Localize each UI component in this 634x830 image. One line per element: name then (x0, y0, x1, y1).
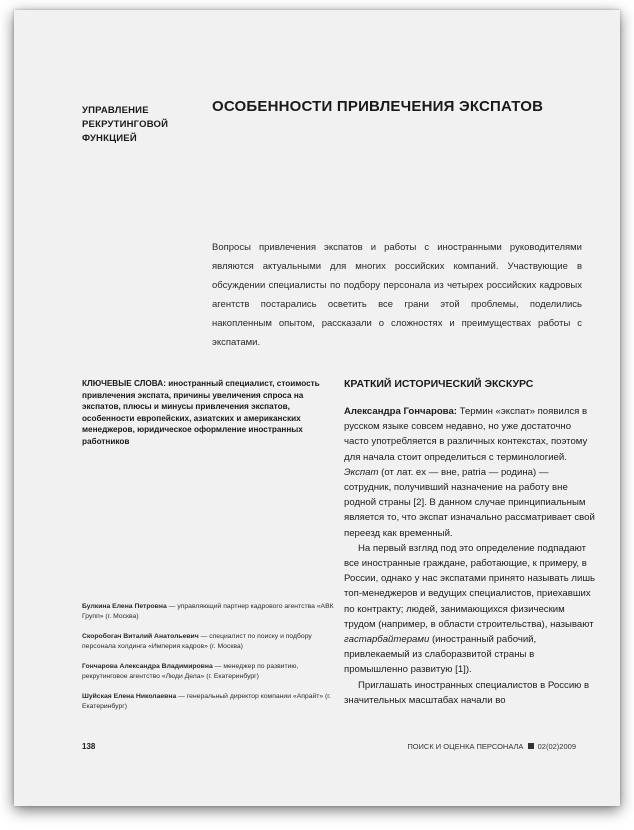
body-text: Термин «экспат» появился в русском языке совсем недавно, но уже достаточно часто употребляется в различных контекстах, поэтому для начала стоит определиться с терминологией. (344, 406, 588, 463)
journal-issue: 02(02)2009 (537, 742, 576, 751)
keywords-block (82, 378, 336, 447)
page-number: 138 (82, 742, 96, 751)
speaker-name: Александра Гончарова: (344, 406, 457, 417)
authors-list (82, 602, 336, 722)
section-label-line: РЕКРУТИНГОВОЙ (82, 119, 169, 130)
author-name: Шуйская Елена Николаевна (82, 693, 177, 700)
body-text: На первый взгляд под это определение подпадают все иностранные граждане, работающие, к примеру, в России, однако у нас экспатами принято называть лишь топ-менеджеров и ведущих специалистов, приехавших по контракту; людей, занимающихся физическим трудом (например, в области строительства), называют (344, 542, 596, 630)
body-text: (иностранный рабочий, привлекаемый из слаборазвитой страны в промышленно развитую [1]). (344, 634, 537, 676)
author-name: Булкина Елена Петровна (82, 603, 167, 610)
body-paragraph: Приглашать иностранных специалистов в Россию в значительных масштабах начали во (344, 679, 590, 706)
article-body (344, 404, 596, 708)
keywords-label: КЛЮЧЕВЫЕ СЛОВА: (82, 379, 166, 388)
square-bullet-icon (528, 743, 534, 749)
body-paragraph (344, 404, 596, 541)
body-paragraph (344, 541, 596, 678)
author-description: — менеджер по развитию, рекрутинговое агентство «Люди Дела» (г. Екатеринбург) (82, 663, 299, 680)
article-lead: Вопросы привлечения экспатов и работы с иностранными руководителями являются актуальными для многих российских компаний. Участвующие в обсуждении специалисты по подбору персонала из четырех российских кадровых агентств постарались осветить все грани этой проблемы, поделились накопленным опытом, рассказали о сложностях и преимуществах работы с экспатами. (212, 242, 582, 348)
body-text: (от лат. ex — вне, patria — родина) — сотрудник, получивший назначение на работу вне родной страны [2]. В данном случае принципиальным является то, что экспат изначально рассматривает свой переезд как временный. (344, 466, 595, 539)
author-entry (82, 602, 336, 622)
section-label-line: УПРАВЛЕНИЕ (82, 105, 149, 116)
author-name: Скоробогач Виталий Анатольевич (82, 633, 199, 640)
article-title: ОСОБЕННОСТИ ПРИВЛЕЧЕНИЯ ЭКСПАТОВ (212, 98, 544, 115)
author-name: Гончарова Александра Владимировна (82, 663, 213, 670)
term: Экспат (344, 466, 379, 478)
author-entry (82, 692, 336, 712)
author-description: — управляющий партнер кадрового агентства «АВК Групп» (г. Москва) (82, 603, 334, 620)
author-description: — специалист по поиску и подбору персонала холдинга «Империя кадров» (г. Москва) (82, 633, 312, 650)
journal-name: ПОИСК И ОЦЕНКА ПЕРСОНАЛА (407, 742, 524, 751)
keywords-text: иностранный специалист, стоимость привлечения экспата, причины увеличения спроса на экспатов, плюсы и минусы привлечения экспатов, особенности европейских, азиатских и американских менеджеров, юридическое оформление иностранных работников (82, 379, 320, 446)
section-heading: КРАТКИЙ ИСТОРИЧЕСКИЙ ЭКСКУРС (344, 378, 534, 390)
author-entry (82, 632, 336, 652)
term: гастарбайтерами (344, 634, 430, 646)
journal-footer (407, 742, 576, 751)
section-label-line: ФУНКЦИЕЙ (82, 133, 137, 144)
magazine-page (14, 10, 620, 806)
author-description: — генеральный директор компании «Апрайт» (г. Екатеринбург) (82, 693, 331, 710)
author-entry (82, 662, 336, 682)
section-label (82, 104, 212, 146)
